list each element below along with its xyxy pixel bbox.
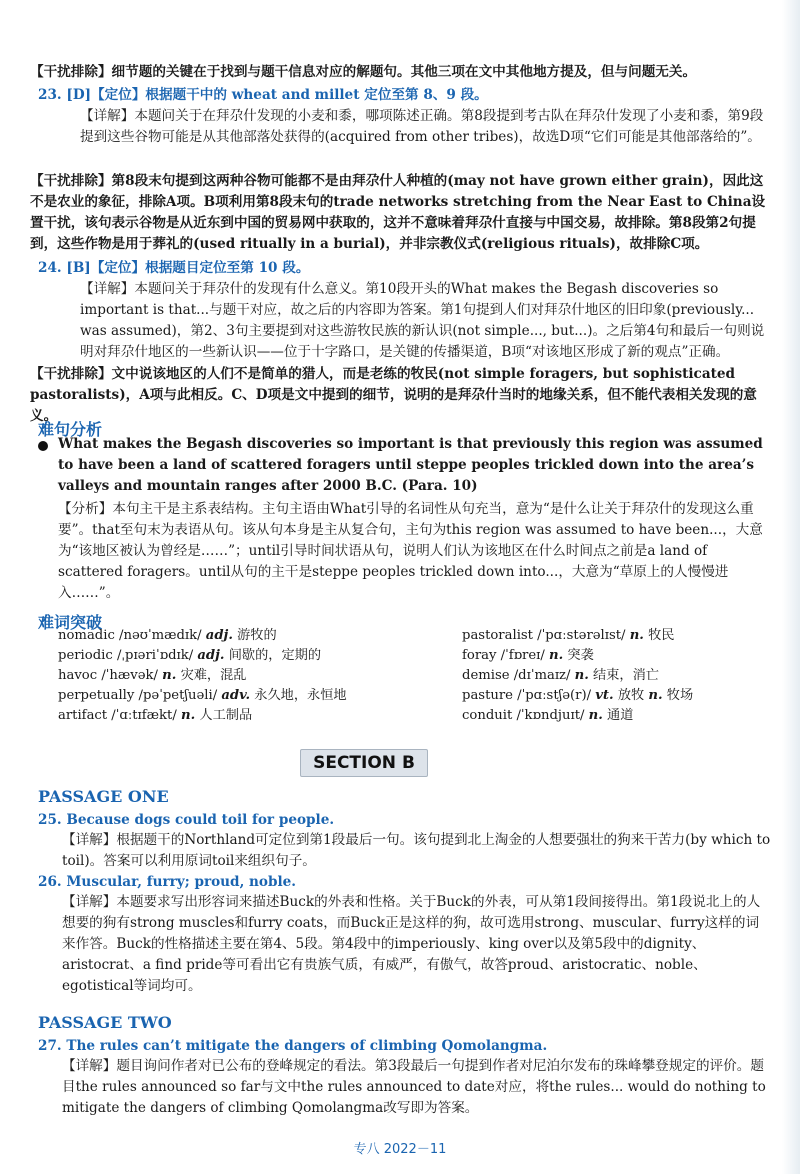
vocab-item: conduit /ˈkɒndjuɪt/ n. 通道 xyxy=(462,708,634,723)
q25-detail: 【详解】根据题干的Northland可定位到第1段最后一句。该句提到北上淘金的人想要强壮的狗来干苦力(by which to toil)。答案可以利用原词toil来组织句子。 xyxy=(62,832,771,869)
sentence-analysis: 【分析】本句主干是主系表结构。主句主语由What引导的名词性从句充当，意为“是什么让关于拜尕什的发现这么重要”。that至句末为表语从句。该从句本身是主从复合句，主句为this region was assumed to have been...，大意为“该地区被认为曾经是……”；until引导时间状语从句，说明人们认为该地区在什么时间点之前是a land of scattered foragers。until从句的主干是steppe peoples trickled down into...，大意为“草原上的人慢慢进入……”。 xyxy=(58,501,763,601)
section-b-label: SECTION B xyxy=(300,749,428,777)
passage-two-title: PASSAGE TWO xyxy=(38,1013,172,1032)
vocab-item: pastoralist /ˈpɑːstərəlɪst/ n. 牧民 xyxy=(462,628,675,643)
q27-heading: 27. The rules can’t mitigate the dangers of climbing Qomolangma. xyxy=(38,1038,548,1054)
q23-detail: 【详解】本题问关于在拜尕什发现的小麦和黍，哪项陈述正确。第8段提到考古队在拜尕什发现了小麦和黍，第9段提到这些谷物可能是从其他部落处获得的(acquired from other tribes)，故选D项“它们可能是其他部落给的”。 xyxy=(80,108,764,145)
q24-interfere: 【干扰排除】文中说该地区的人们不是简单的猎人，而是老练的牧民(not simple foragers, but sophisticated pastoralists)，A项与此相反。C、D项是文中提到的细节，说明的是拜尕什当时的地缘关系，但不能代表相关发现的意义。 xyxy=(30,366,757,424)
q23-interfere: 【干扰排除】第8段末句提到这两种谷物可能都不是由拜尕什人种植的(may not have grown either grain)，因此这不是农业的象征，排除A项。B项利用第8段末句的trade networks stretching from the Near East to China设置干扰，该句表示谷物是从近东到中国的贸易网中获取的，这并不意味着拜尕什直接与中国交易，故排除。第8段第2句提到，这些作物是用于葬礼的(used ritually in a burial)，并非宗教仪式(religious rituals)，故排除C项。 xyxy=(30,173,766,252)
q23-heading: 23. [D]【定位】根据题干中的 wheat and millet 定位至第 8、9 段。 xyxy=(38,87,488,103)
q24-detail: 【详解】本题问关于拜尕什的发现有什么意义。第10段开头的What makes the Begash discoveries so important is that...与题干对应，故之后的内容即为答案。第1句提到人们对拜尕什地区的旧印象(previously... was assumed)，第2、3句主要提到对这些游牧民族的新认识(not simple..., but...)。之后第4句和最后一句则说明对拜尕什地区的一些新认识——位于十字路口，是关键的传播渠道，B项“对该地区形成了新的观点”正确。 xyxy=(80,281,765,360)
q27-detail: 【详解】题目询问作者对已公布的登峰规定的看法。第3段最后一句提到作者对尼泊尔发布的珠峰攀登规定的评价。题目the rules announced so far与文中the rules announced to date对应，将the rules... would do nothing to mitigate the dangers of climbing Qomolangma改写即为答案。 xyxy=(62,1058,766,1116)
vocab-list-left xyxy=(58,626,438,726)
vocab-item: havoc /ˈhævək/ n. 灾难，混乱 xyxy=(58,668,247,683)
vocab-item: pasture /ˈpɑːstʃə(r)/ vt. 放牧 n. 牧场 xyxy=(462,688,694,703)
q26-detail: 【详解】本题要求写出形容词来描述Buck的外表和性格。关于Buck的外表，可从第1段间接得出。第1段说北上的人想要的狗有strong muscles和furry coats，而Buck正是这样的狗，故可选用strong、muscular、furry这样的词来作答。Buck的性格描述主要在第4、5段。第4段中的imperiously、king over以及第5段中的dignity、aristocrat、a find pride等可看出它有贵族气质，有威严，有傲气，故答proud、aristocratic、noble、egotistical等词均可。 xyxy=(62,894,761,994)
passage-one-title: PASSAGE ONE xyxy=(38,787,169,806)
vocab-item: periodic /ˌpɪəriˈɒdɪk/ adj. 间歇的，定期的 xyxy=(58,648,322,663)
vocab-list-right xyxy=(462,626,782,726)
difficult-sentence: What makes the Begash discoveries so important is that previously this region was assumed to have been a land of scattered foragers until steppe peoples trickled down into the area’s valleys and mountain ranges after 2000 B.C. (Para. 10) xyxy=(58,436,763,494)
vocab-item: nomadic /nəʊˈmædɪk/ adj. 游牧的 xyxy=(58,628,277,643)
vocab-item: demise /dɪˈmaɪz/ n. 结束，消亡 xyxy=(462,668,659,683)
vocab-heading: 难词突破 xyxy=(38,613,103,632)
q25-heading: 25. Because dogs could toil for people. xyxy=(38,812,335,828)
q22-interfere: 【干扰排除】细节题的关键在于找到与题干信息对应的解题句。其他三项在文中其他地方提及，但与问题无关。 xyxy=(30,64,697,80)
vocab-item: perpetually /pəˈpetʃuəli/ adv. 永久地，永恒地 xyxy=(58,688,347,703)
page-footer: 专八 2022－11 xyxy=(353,1142,447,1157)
bullet-icon xyxy=(38,441,48,451)
q26-heading: 26. Muscular, furry; proud, noble. xyxy=(38,874,297,890)
vocab-item: foray /ˈfɒreɪ/ n. 突袭 xyxy=(462,648,594,663)
q24-heading: 24. [B]【定位】根据题目定位至第 10 段。 xyxy=(38,260,310,276)
difficult-sentence-heading: 难句分析 xyxy=(38,420,103,439)
vocab-item: artifact /ˈɑːtɪfækt/ n. 人工制品 xyxy=(58,708,253,723)
page-edge-shadow xyxy=(782,0,800,1174)
